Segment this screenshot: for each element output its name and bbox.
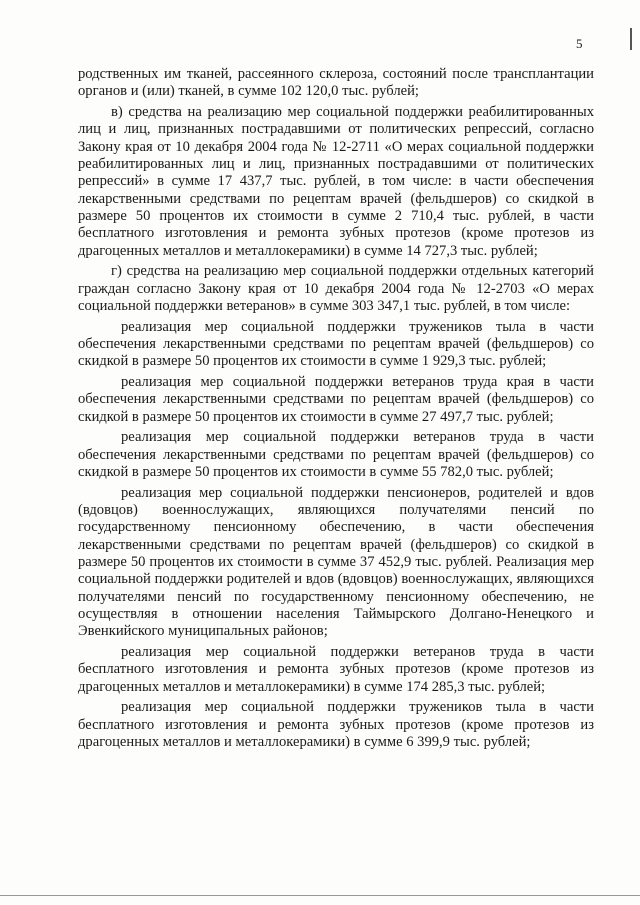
document-body: [78, 66, 594, 755]
paragraph-item-v: в) средства на реализацию мер социальной поддержки реабилитированных лиц и лиц, признанных пострадавшими от политических репрессий, согласно Закону края от 10 декабря 2004 года № 12-2711 «О мерах социальной поддержки реабилитированных лиц и лиц, признанных пострадавшими от политических репрессий» в сумме 17 437,7 тыс. рублей, в том числе: в части обеспечения лекарственными средствами по рецептам врачей (фельдшеров) со скидкой в размере 50 процентов их стоимости в сумме 2 710,4 тыс. рублей, в части бесплатного изготовления и ремонта зубных протезов (кроме протезов из драгоценных металлов и металлокерамики) в сумме 14 727,3 тыс. рублей;: [78, 103, 594, 259]
paragraph-labor-veterans-medicines: реализация мер социальной поддержки ветеранов труда в части обеспечения лекарственными средствами по рецептам врачей (фельдшеров) со скидкой в размере 50 процентов их стоимости в сумме 55 782,0 тыс. рублей;: [78, 429, 594, 481]
scan-bottom-edge: [0, 895, 640, 896]
paragraph-pensioners-military-families: реализация мер социальной поддержки пенсионеров, родителей и вдов (вдовцов) военнослужащих, являющихся получателями пенсий по государственному пенсионному обеспечению, в части обеспечения лекарственными средствами по рецептам врачей (фельдшеров) со скидкой в размере 50 процентов их стоимости в сумме 37 452,9 тыс. рублей. Реализация мер социальной поддержки родителей и вдов (вдовцов) военнослужащих, являющихся получателями пенсий по государственному пенсионному обеспечению, не осуществляя в отношении населения Таймырского Долгано-Ненецкого и Эвенкийского муниципальных районов;: [78, 484, 594, 640]
paragraph-labor-veterans-dentures: реализация мер социальной поддержки ветеранов труда в части бесплатного изготовления и ремонта зубных протезов (кроме протезов из драгоценных металлов и металлокерамики) в сумме 174 285,3 тыс. рублей;: [78, 644, 594, 695]
paragraph-item-g: г) средства на реализацию мер социальной поддержки отдельных категорий граждан согласно Закону края от 10 декабря 2004 года № 12-2703 «О мерах социальной поддержки ветеранов» в сумме 303 347,1 тыс. рублей, в том числе:: [78, 263, 594, 315]
paragraph-continuation: родственных им тканей, рассеянного склероза, состояний после трансплантации органов и (или) тканей, в сумме 102 120,0 тыс. рублей;: [78, 66, 594, 100]
scan-edge-mark: [630, 28, 632, 50]
paragraph-labor-front-medicines: реализация мер социальной поддержки тружеников тыла в части обеспечения лекарственными средствами по рецептам врачей (фельдшеров) со скидкой в размере 50 процентов их стоимости в сумме 1 929,3 тыс. рублей;: [78, 318, 594, 370]
page-number: 5: [576, 36, 583, 51]
paragraph-labor-front-dentures: реализация мер социальной поддержки тружеников тыла в части бесплатного изготовления и ремонта зубных протезов (кроме протезов из драгоценных металлов и металлокерамики) в сумме 6 399,9 тыс. рублей;: [78, 699, 594, 751]
paragraph-krai-labor-veterans-medicines: реализация мер социальной поддержки ветеранов труда края в части обеспечения лекарственными средствами по рецептам врачей (фельдшеров) со скидкой в размере 50 процентов их стоимости в сумме 27 497,7 тыс. рублей;: [78, 374, 594, 425]
